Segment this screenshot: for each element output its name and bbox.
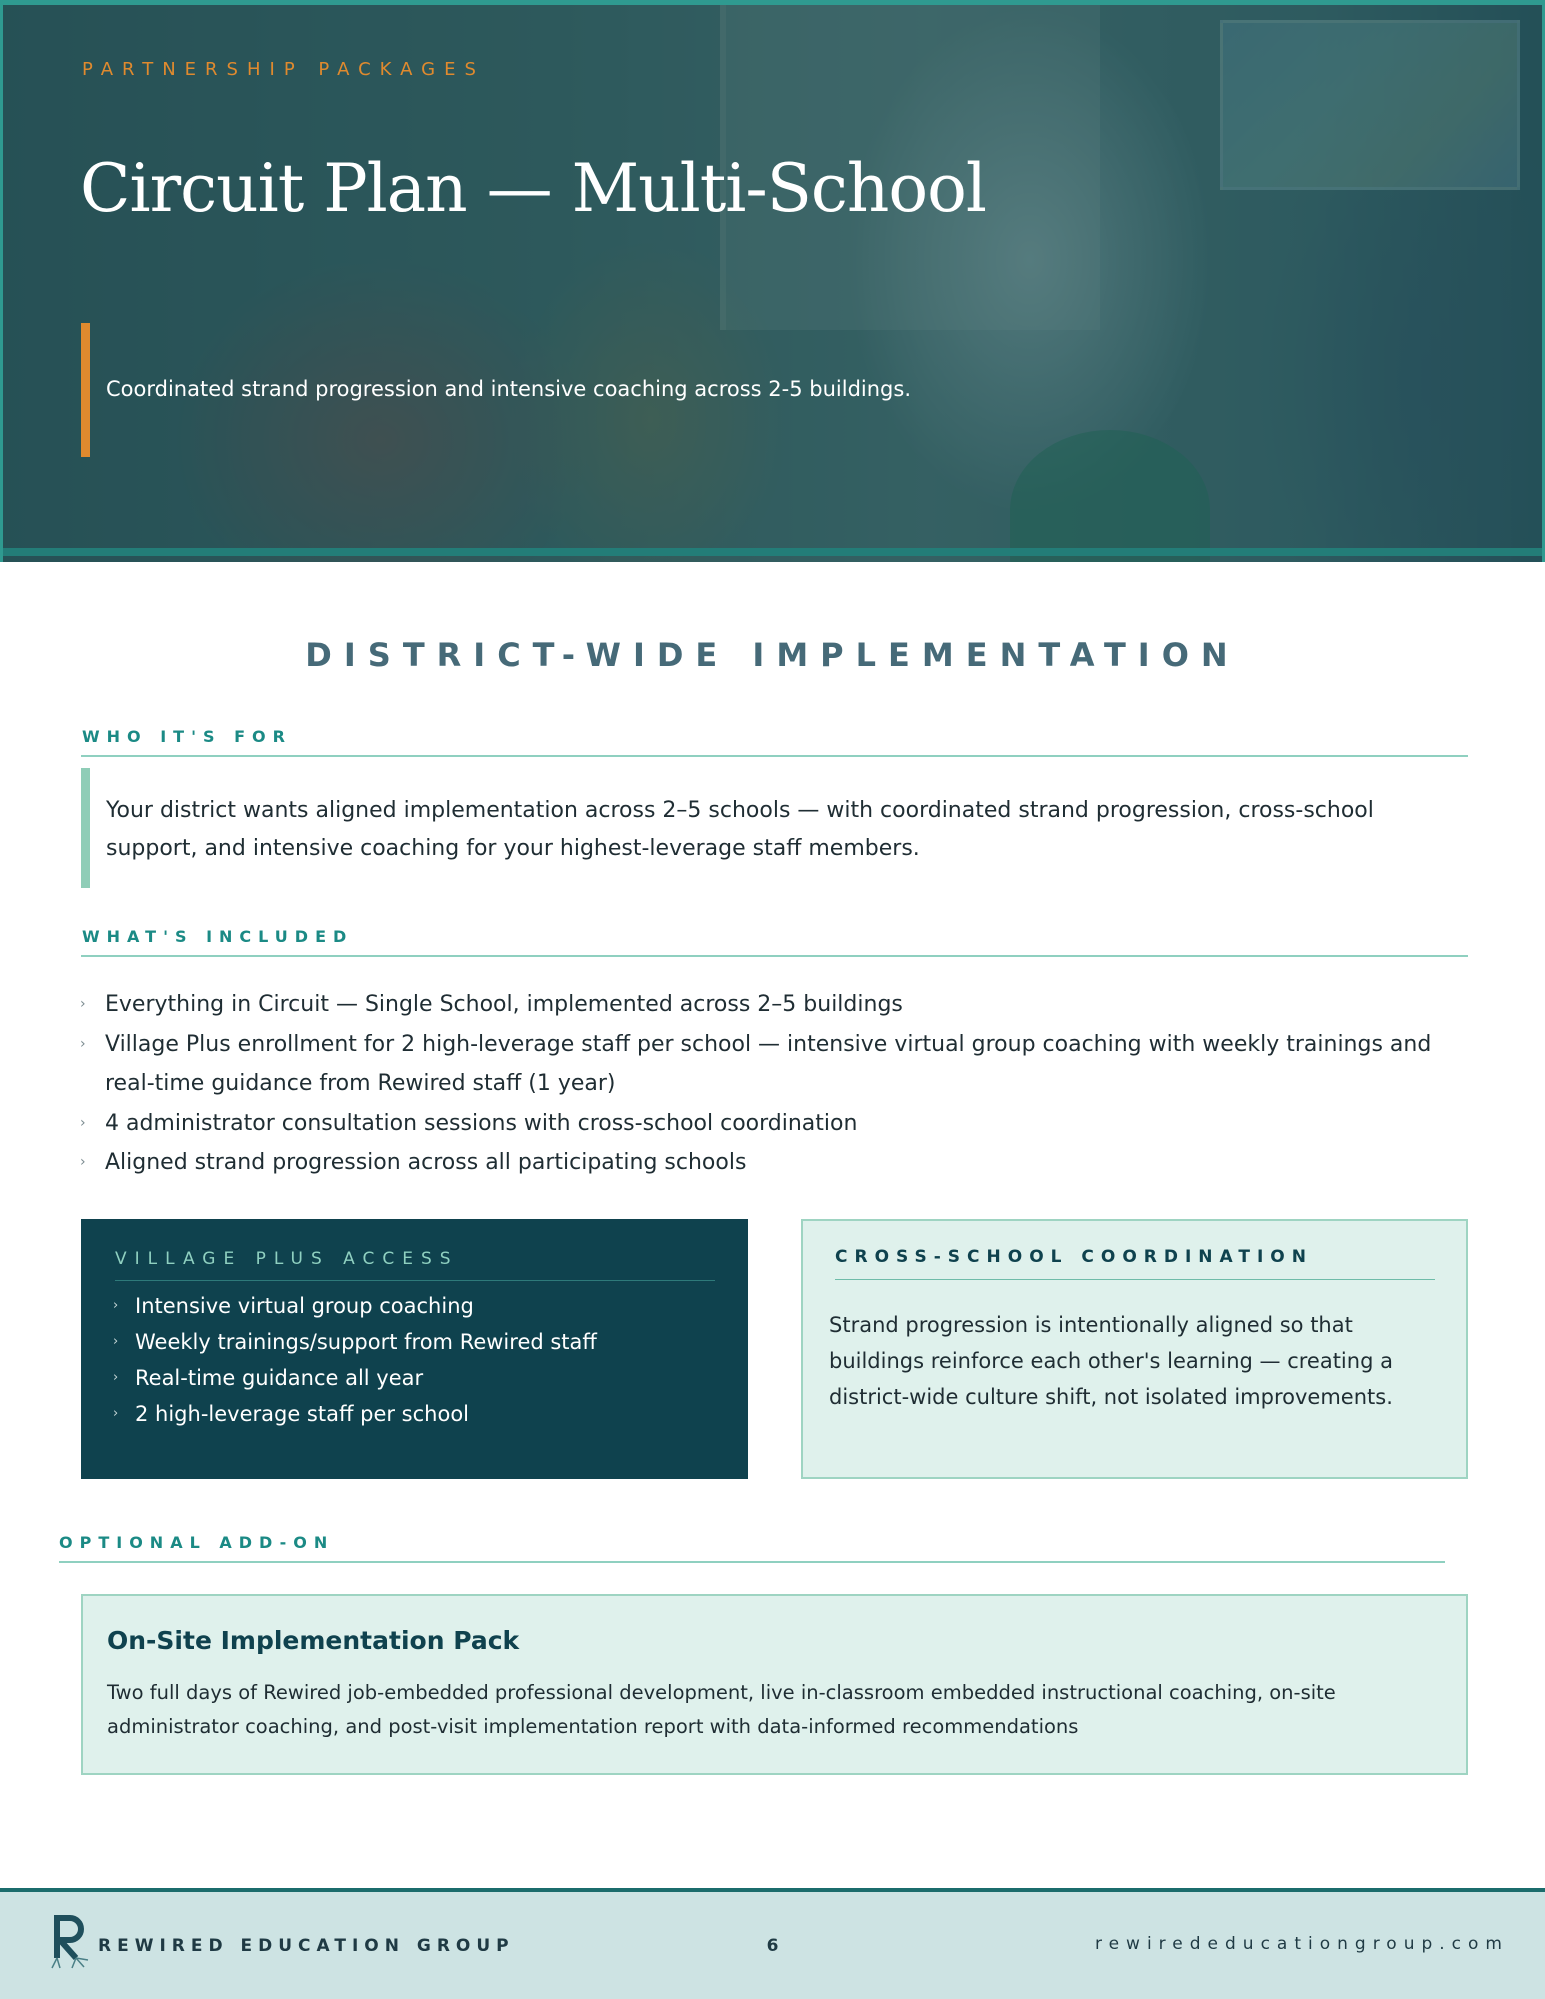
cross-school-rule [835,1279,1435,1280]
list-item: › Aligned strand progression across all participating schools [80,1143,1470,1183]
village-plus-card [81,1219,748,1479]
bullet-icon: › [80,1035,86,1052]
included-rule [81,955,1468,957]
included-list [80,985,1470,1183]
section-heading: DISTRICT-WIDE IMPLEMENTATION [305,636,1240,674]
list-item: › Weekly trainings/support from Rewired staff [113,1324,597,1360]
list-item: › 4 administrator consultation sessions with cross-school coordination [80,1104,1470,1144]
cross-school-card [801,1219,1468,1479]
village-plus-rule [115,1280,715,1281]
village-plus-list [113,1288,597,1432]
list-item: › Everything in Circuit — Single School, implemented across 2–5 buildings [80,985,1470,1025]
hero-eyebrow: PARTNERSHIP PACKAGES [82,59,485,80]
addon-title: On-Site Implementation Pack [107,1626,520,1655]
page-number: 6 [766,1936,779,1956]
bullet-icon: › [113,1406,119,1421]
bullet-icon: › [113,1298,119,1313]
addon-label: OPTIONAL ADD-ON [59,1533,335,1552]
cross-school-label: CROSS-SCHOOL COORDINATION [835,1247,1313,1267]
village-plus-label: VILLAGE PLUS ACCESS [115,1249,459,1269]
list-item: › 2 high-leverage staff per school [113,1396,597,1432]
hero-frame [0,0,1545,562]
cross-school-text: Strand progression is intentionally aligned so that buildings reinforce each other's learning — creating a district-wide culture shift, not isolated improvements. [829,1313,1393,1409]
bullet-icon: › [80,996,86,1012]
who-quote-bar [81,768,90,888]
bullet-icon: › [113,1370,119,1385]
footer-org-name: REWIRED EDUCATION GROUP [98,1936,515,1956]
bullet-icon: › [113,1334,119,1349]
addon-box [81,1594,1468,1775]
footer-url: rewirededucationgroup.com [1094,1934,1509,1954]
list-item: › Real-time guidance all year [113,1360,597,1396]
hero-subtitle: Coordinated strand progression and intensive coaching across 2-5 buildings. [106,377,911,401]
bullet-icon: › [80,1114,86,1131]
who-rule [81,755,1468,757]
who-label: WHO IT'S FOR [82,727,292,746]
list-item: › Intensive virtual group coaching [113,1288,597,1324]
hero-accent-bar [81,323,90,457]
footer [0,1888,1545,1999]
list-item: › Village Plus enrollment for 2 high-leverage staff per school — intensive virtual group coaching with weekly trainings and real-time guidance from Rewired staff (1 year) [80,1025,1470,1104]
bullet-icon: › [80,1154,86,1170]
included-label: WHAT'S INCLUDED [82,927,354,946]
page-title: Circuit Plan — Multi-School [80,150,986,227]
hero-banner [0,0,1545,562]
addon-rule [59,1561,1445,1563]
who-text: Your district wants aligned implementation across 2–5 schools — with coordinated strand progression, cross-school support, and intensive coaching for your highest-leverage staff members. [106,798,1374,861]
addon-text: Two full days of Rewired job-embedded professional development, live in-classroom embedded instructional coaching, on-site administrator coaching, and post-visit implementation report with data-informed recommendations [107,1681,1336,1738]
